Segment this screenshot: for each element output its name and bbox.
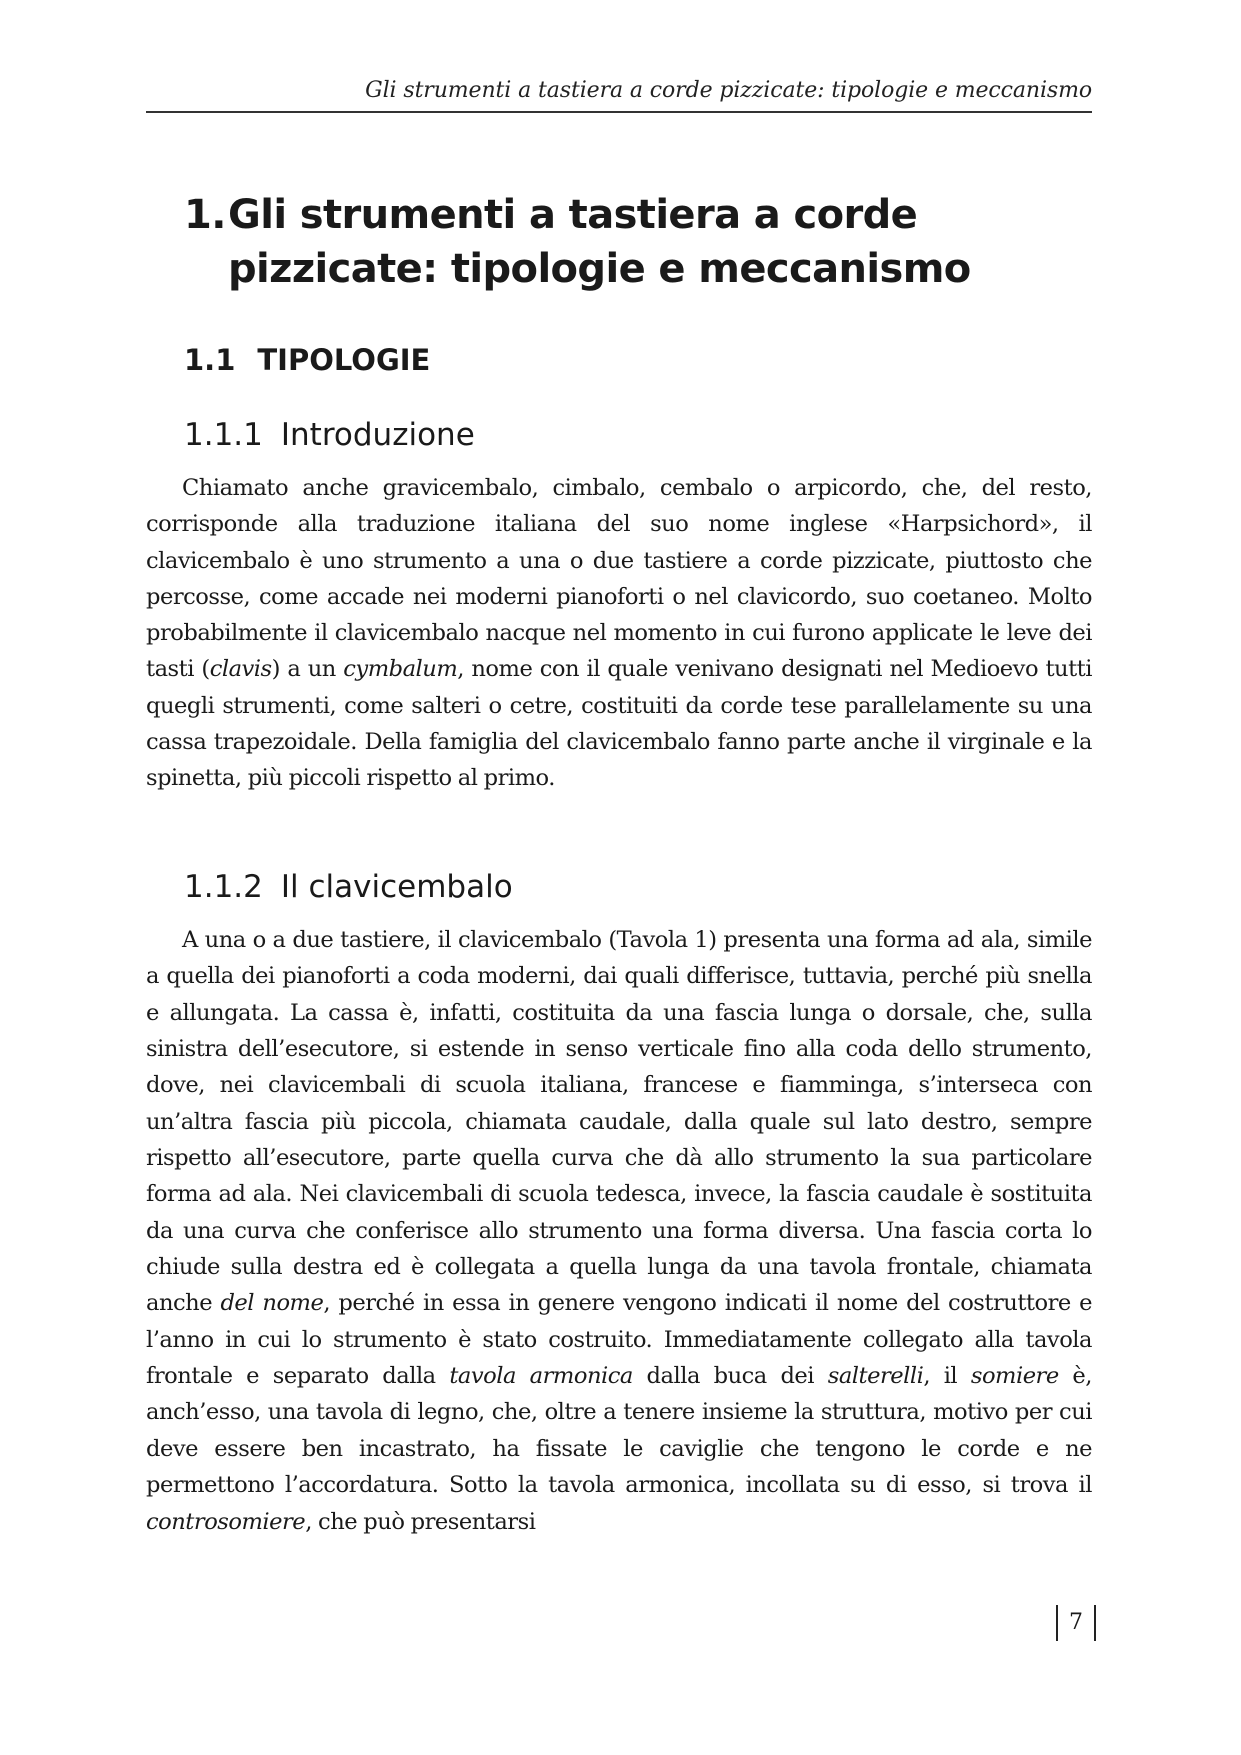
running-head: Gli strumenti a tastiera a corde pizzicate: tipologie e meccanismo	[365, 78, 1092, 103]
subsection-heading-introduzione	[184, 416, 475, 454]
subsection-number: 1.1.1	[184, 417, 263, 453]
section-heading	[184, 342, 430, 378]
section-number: 1.1	[184, 343, 236, 377]
chapter-number: 1.	[184, 192, 226, 238]
header-rule	[146, 111, 1092, 113]
subsection-number: 1.1.2	[184, 869, 263, 905]
body-paragraph-clavicembalo: A una o a due tastiere, il clavicembalo (Tavola 1) presenta una forma ad ala, simile a quella dei pianoforti a coda moderni, dai quali differisce, tuttavia, perché più snella e allungata. La cassa è, infatti, costituita da una fascia lunga o dorsale, che, sulla sinistra dell’esecutore, si estende in senso verticale fino alla coda dello strumento, dove, nei clavicembali di scuola italiana, francese e fiamminga, s’interseca con un’altra fascia più piccola, chiamata caudale, dalla quale sul lato destro, sempre rispetto all’esecutore, parte quella curva che dà allo strumento la sua particolare forma ad ala. Nei clavicembali di scuola tedesca, invece, la fascia caudale è sostituita da una curva che conferisce allo strumento una forma diversa. Una fascia corta lo chiude sulla destra ed è collegata a quella lunga da una tavola frontale, chiamata anche del nome, perché in essa in genere vengono indicati il nome del costruttore e l’anno in cui lo strumento è stato costruito. Immediatamente collegato alla tavola frontale e separato dalla tavola armonica dalla buca dei salterelli, il somiere è, anch’esso, una tavola di legno, che, oltre a tenere insieme la struttura, motivo per cui deve essere ben incastrato, ha fissate le caviglie che tengono le corde e ne permettono l’accordatura. Sotto la tavola armonica, incollata su di esso, si trova il controsomiere, che può presentarsi	[146, 927, 1093, 1535]
body-paragraph-introduzione: Chiamato anche gravicembalo, cimbalo, cembalo o arpicordo, che, del resto, corrisponde alla traduzione italiana del suo nome inglese «Harpsichord», il clavicembalo è uno strumento a una o due tastiere a corde pizzicate, piuttosto che percosse, come accade nei moderni pianoforti o nel clavicordo, suo coetaneo. Molto probabilmente il clavicembalo nacque nel momento in cui furono applicate le leve dei tasti (clavis) a un cymbalum, nome con il quale venivano designati nel Medioevo tutti quegli strumenti, come salteri o cetre, costituiti da corde tese parallelamente su una cassa trapezoidale. Della famiglia del clavicembalo fanno parte anche il virginale e la spinetta, più piccoli rispetto al primo.	[146, 475, 1092, 792]
section-title-text: TIPOLOGIE	[257, 343, 431, 377]
subsection-title-text: Introduzione	[280, 417, 475, 453]
chapter-title-text: Gli strumenti a tastiera a corde pizzicate: tipologie e meccanismo	[228, 192, 971, 292]
page-number: 7	[1056, 1605, 1096, 1641]
subsection-heading-clavicembalo	[184, 868, 513, 906]
chapter-title	[184, 188, 1084, 296]
subsection-title-text: Il clavicembalo	[280, 869, 513, 905]
